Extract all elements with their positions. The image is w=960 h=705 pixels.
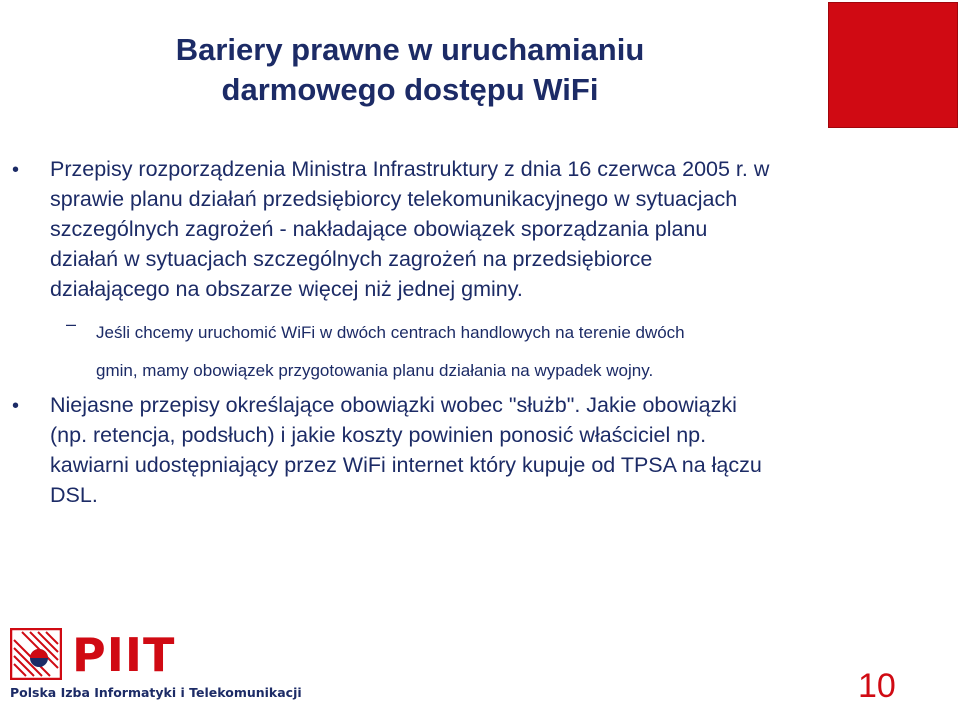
bullet-1-line-3: szczególnych zagrożeń - nakładające obowiązek sporządzania planu — [50, 217, 708, 241]
bullet-1-line-5: działającego na obszarze więcej niż jednej gminy. — [50, 277, 523, 301]
piit-emblem-icon — [10, 628, 62, 680]
bullet-1-line-2: sprawie planu działań przedsiębiorcy telekomunikacyjnego w sytuacjach — [50, 187, 738, 211]
bullet-2-line-2: (np. retencja, podsłuch) i jakie koszty powinien ponosić właściciel np. — [50, 423, 707, 447]
sub-bullet-line-1: Jeśli chcemy uruchomić WiFi w dwóch centrach handlowych na terenie dwóch — [96, 323, 685, 342]
slide-title-line-2: darmowego dostępu WiFi — [221, 72, 599, 107]
sub-bullet-text — [96, 314, 916, 390]
bullet-2-text — [50, 390, 910, 510]
bullet-1-line-1: Przepisy rozporządzenia Ministra Infrastruktury z dnia 16 czerwca 2005 r. w — [50, 157, 770, 181]
sub-bullet-marker: – — [66, 314, 77, 334]
bullet-1-text — [50, 154, 910, 304]
bullet-2-line-4: DSL. — [50, 483, 98, 507]
bullet-2-line-3: kawiarni udostępniający przez WiFi internet który kupuje od TPSA na łączu — [50, 453, 762, 477]
bullet-1-marker: • — [12, 159, 20, 181]
bullet-2-marker: • — [12, 395, 20, 417]
bullet-2-line-1: Niejasne przepisy określające obowiązki wobec "służb". Jakie obowiązki — [50, 393, 737, 417]
slide-title-line-1: Bariery prawne w uruchamianiu — [175, 32, 645, 67]
piit-wordmark: PIIT — [72, 628, 176, 682]
piit-logo — [10, 628, 320, 703]
page-number: 10 — [858, 667, 896, 705]
piit-tagline: Polska Izba Informatyki i Telekomunikacji — [10, 685, 302, 700]
bullet-1-line-4: działań w sytuacjach szczególnych zagrożeń na przedsiębiorce — [50, 247, 653, 271]
sub-bullet-line-2: gmin, mamy obowiązek przygotowania planu działania na wypadek wojny. — [96, 361, 654, 380]
